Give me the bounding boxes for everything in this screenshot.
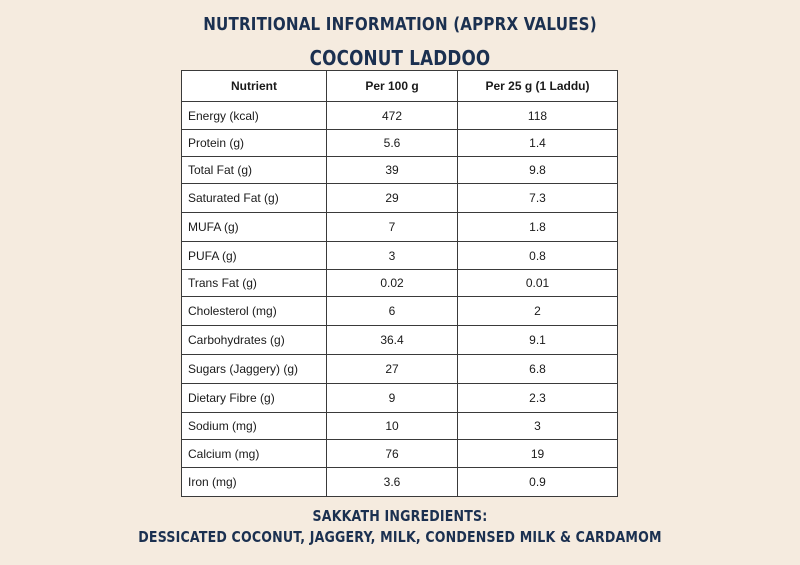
table-row	[182, 440, 618, 468]
value-per-100g: 10	[327, 413, 458, 440]
value-per-25g: 6.8	[458, 355, 618, 384]
value-per-25g: 9.8	[458, 157, 618, 184]
value-per-25g: 0.9	[458, 468, 618, 497]
nutrient-name: Cholesterol (mg)	[182, 297, 327, 326]
value-per-25g: 0.01	[458, 270, 618, 297]
table-row	[182, 102, 618, 130]
value-per-25g: 118	[458, 102, 618, 130]
value-per-100g: 7	[327, 213, 458, 242]
nutrition-table	[181, 70, 618, 497]
table-row	[182, 270, 618, 297]
value-per-100g: 3.6	[327, 468, 458, 497]
value-per-25g: 1.4	[458, 130, 618, 157]
table-row	[182, 297, 618, 326]
product-name: COCONUT LADDOO	[309, 46, 491, 70]
value-per-100g: 27	[327, 355, 458, 384]
table-row	[182, 130, 618, 157]
table-row	[182, 413, 618, 440]
table-row	[182, 326, 618, 355]
value-per-100g: 29	[327, 184, 458, 213]
table-row	[182, 355, 618, 384]
column-header-nutrient: Nutrient	[182, 71, 327, 102]
column-header-per-25g: Per 25 g (1 Laddu)	[458, 71, 618, 102]
nutrient-name: Sodium (mg)	[182, 413, 327, 440]
value-per-100g: 76	[327, 440, 458, 468]
value-per-25g: 19	[458, 440, 618, 468]
nutrient-name: Energy (kcal)	[182, 102, 327, 130]
value-per-25g: 2.3	[458, 384, 618, 413]
value-per-100g: 0.02	[327, 270, 458, 297]
nutrient-name: Trans Fat (g)	[182, 270, 327, 297]
nutrient-name: PUFA (g)	[182, 242, 327, 270]
table-row	[182, 468, 618, 497]
table-header-row	[182, 71, 618, 102]
value-per-25g: 7.3	[458, 184, 618, 213]
table-row	[182, 242, 618, 270]
nutrient-name: Carbohydrates (g)	[182, 326, 327, 355]
nutrient-name: Total Fat (g)	[182, 157, 327, 184]
table-row	[182, 157, 618, 184]
nutrient-name: Sugars (Jaggery) (g)	[182, 355, 327, 384]
ingredients-list: DESSICATED COCONUT, JAGGERY, MILK, CONDENSED MILK & CARDAMOM	[138, 528, 662, 546]
value-per-100g: 39	[327, 157, 458, 184]
table-row	[182, 184, 618, 213]
value-per-25g: 3	[458, 413, 618, 440]
column-header-per-100g: Per 100 g	[327, 71, 458, 102]
nutrient-name: Dietary Fibre (g)	[182, 384, 327, 413]
page-title: NUTRITIONAL INFORMATION (APPRX VALUES)	[203, 14, 597, 35]
nutrient-name: MUFA (g)	[182, 213, 327, 242]
value-per-100g: 6	[327, 297, 458, 326]
value-per-100g: 5.6	[327, 130, 458, 157]
value-per-100g: 3	[327, 242, 458, 270]
table-row	[182, 213, 618, 242]
value-per-25g: 0.8	[458, 242, 618, 270]
value-per-25g: 2	[458, 297, 618, 326]
value-per-100g: 472	[327, 102, 458, 130]
nutrient-name: Protein (g)	[182, 130, 327, 157]
ingredients-label: SAKKATH INGREDIENTS:	[312, 507, 488, 525]
value-per-100g: 9	[327, 384, 458, 413]
value-per-100g: 36.4	[327, 326, 458, 355]
table-row	[182, 384, 618, 413]
nutrient-name: Calcium (mg)	[182, 440, 327, 468]
nutrient-name: Saturated Fat (g)	[182, 184, 327, 213]
value-per-25g: 1.8	[458, 213, 618, 242]
value-per-25g: 9.1	[458, 326, 618, 355]
nutrient-name: Iron (mg)	[182, 468, 327, 497]
